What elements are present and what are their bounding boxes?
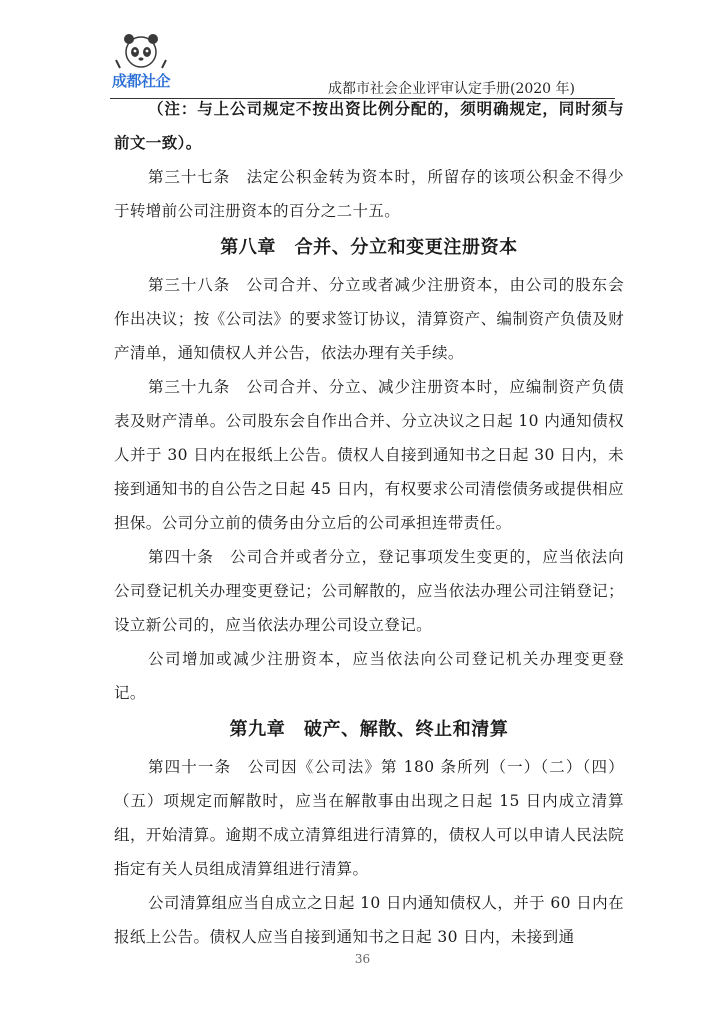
capital-change-paragraph: 公司增加或减少注册资本，应当依法向公司登记机关办理变更登记。	[114, 650, 624, 702]
note-paragraph: （注：与上公司规定不按出资比例分配的，须明确规定，同时须与前文一致）。	[114, 99, 624, 152]
article-39: 第三十九条 公司合并、分立、减少注册资本时，应编制资产负债表及财产清单。公司股东会自作出合并、分立决议之日起 10 内通知债权人并于 30 日内在报纸上公告。债权人自接到通知书之日起 30 日内，未接到通知书的自公告之日起 45 日内，有权要求公司清偿债务或提供相应担保。公司分立前的债务由分立后的公司承担连带责任。	[114, 378, 624, 532]
article-37: 第三十七条 法定公积金转为资本时，所留存的该项公积金不得少于转增前公司注册资本的百分之二十五。	[114, 168, 624, 220]
page-number: 36	[354, 952, 371, 966]
article-40: 第四十条 公司合并或者分立，登记事项发生变更的，应当依法向公司登记机关办理变更登记；公司解散的，应当依法办理公司注销登记；设立新公司的，应当依法办理公司设立登记。	[114, 548, 624, 634]
document-body	[114, 92, 624, 954]
logo-text: 成都社企	[112, 72, 171, 90]
article-38: 第三十八条 公司合并、分立或者减少注册资本，由公司的股东会作出决议；按《公司法》的要求签订协议，清算资产、编制资产负债及财产清单，通知债权人并公告，依法办理有关手续。	[114, 276, 624, 362]
header-title: 成都市社会企业评审认定手册(2020 年)	[327, 81, 575, 97]
liquidation-paragraph: 公司清算组应当自成立之日起 10 日内通知债权人，并于 60 日内在报纸上公告。债权人应当自接到通知书之日起 30 日内，未接到通	[114, 894, 624, 946]
chapter-8-heading: 第八章 合并、分立和变更注册资本	[220, 237, 518, 258]
chapter-9-heading: 第九章 破产、解散、终止和清算	[229, 719, 509, 740]
article-41: 第四十一条 公司因《公司法》第 180 条所列（一）（二）（四）（五）项规定而解散时，应当在解散事由出现之日起 15 日内成立清算组，开始清算。逾期不成立清算组进行清算的，债权人可以申请人民法院指定有关人员组成清算组进行清算。	[114, 758, 624, 878]
